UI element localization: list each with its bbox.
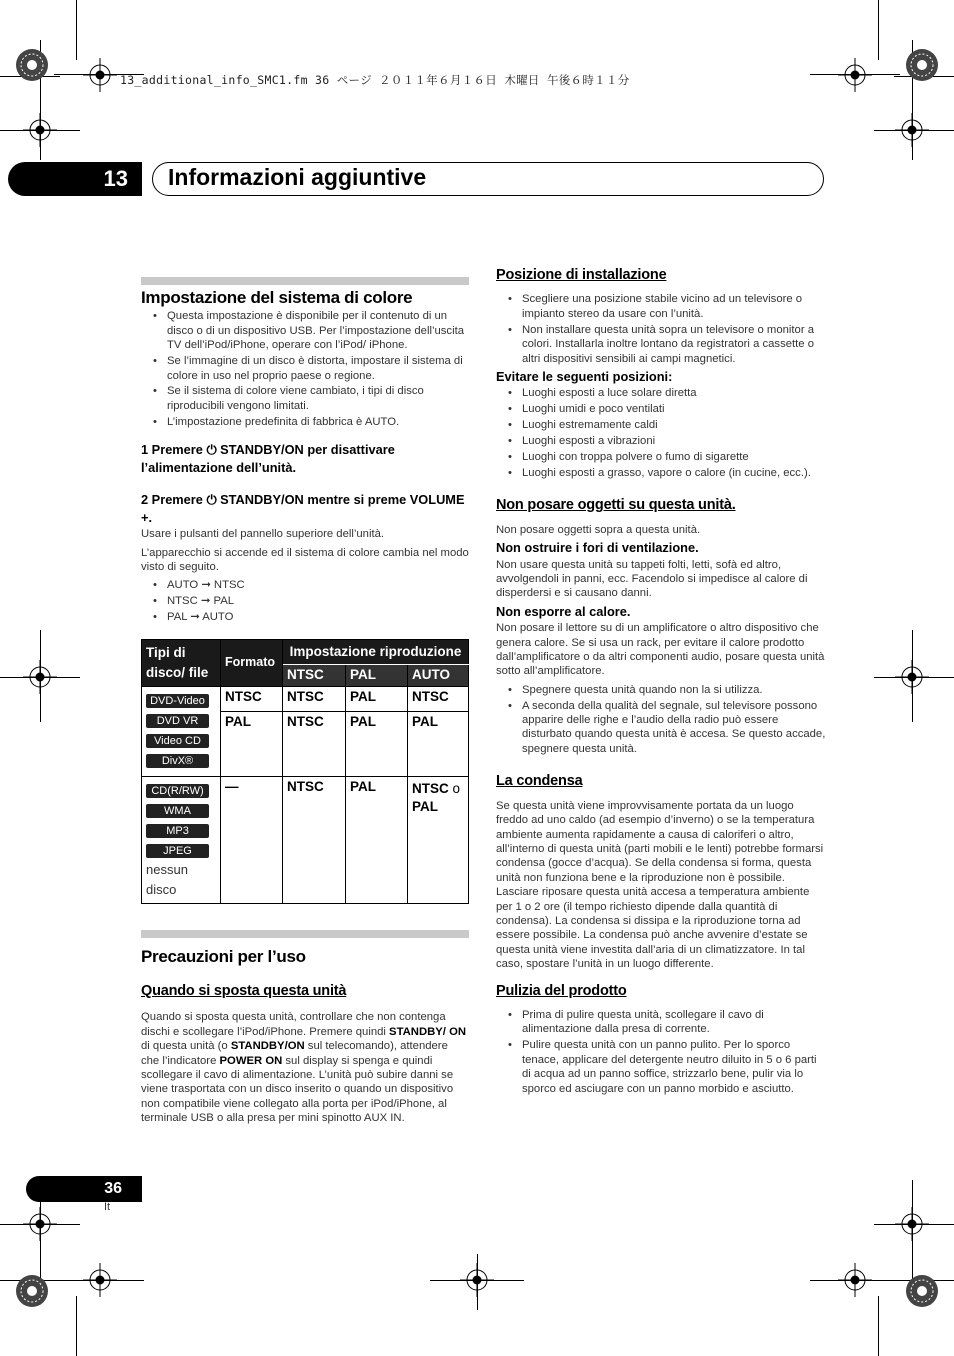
section-divider — [141, 277, 469, 285]
table-header: PAL — [346, 664, 408, 686]
chapter-title: Informazioni aggiuntive — [168, 164, 427, 190]
cell-value: NTSC — [412, 780, 449, 796]
heat-title: Non esporre al calore. — [496, 603, 631, 619]
table-cell: NTSC — [283, 776, 346, 903]
text-run: sul display si spenga e quindi scollegare il cavo di alimentazione. L’unità può subire danni se viene trasportata con un disco inserito o quando un dispositivo non compatibile viene collegato alla porta per iPod/iPhone, al terminale USB o alla presa per mini spinotto AUX IN. — [141, 1054, 454, 1125]
disc-badge: Video CD — [146, 734, 209, 748]
list-item: • Luoghi esposti a luce solare diretta — [522, 386, 826, 400]
table-header: NTSC — [283, 664, 346, 686]
file-header: 13_additional_info_SMC1.fm 36 ページ ２０１１年６月１６日 木曜日 午後６時１１分 — [120, 73, 630, 87]
registration-mark-icon — [460, 1263, 494, 1297]
position-bullets — [496, 292, 826, 366]
step-2-desc: L’apparecchio si accende ed il sistema di colore cambia nel modo visto di seguito. — [141, 546, 469, 573]
table-cell: NTSC — [221, 686, 283, 711]
list-item: • Questa impostazione è disponibile per il contenuto di un disco o di un dispositivo USB. Per l’impostazione dell’uscita TV dell’iPod/iPhone, operare con l’iPod/ iPhone. — [167, 309, 469, 352]
no-objects-paragraph: Non posare oggetti sopra a questa unità. — [496, 523, 701, 536]
starburst-mark-icon — [15, 1274, 49, 1308]
text-run: di questa unità (o — [141, 1040, 231, 1053]
table-header: Impostazione riproduzione — [283, 639, 469, 664]
table-cell — [408, 776, 469, 903]
ventilation-paragraph: Non usare questa unità su tappeti folti, letti, sofà ed altro, avvolgendoli in panni, ecc. Facendolo si impedisce al calore di disperdersi e si causano danni. — [496, 558, 808, 600]
list-item: • Luoghi esposti a vibrazioni — [522, 434, 826, 448]
page-number: 36 — [26, 1176, 142, 1202]
registration-mark-icon — [838, 1263, 872, 1297]
color-system-bullets — [141, 309, 469, 429]
text-run-bold: POWER ON — [219, 1054, 283, 1067]
table-cell: — — [221, 776, 283, 903]
table-cell: PAL — [346, 776, 408, 903]
list-item: • Luoghi umidi e poco ventilati — [522, 402, 826, 416]
chapter-number: 13 — [8, 162, 142, 196]
no-disc-label: nessun disco — [146, 861, 188, 897]
subsection-title-condensation: La condensa — [496, 773, 583, 790]
list-item: • Prima di pulire questa unità, scollegare il cavo di alimentazione dalla presa di corrente. — [522, 1008, 826, 1037]
starburst-mark-icon — [15, 48, 49, 82]
list-item: • Luoghi con troppa polvere o fumo di sigarette — [522, 450, 826, 464]
table-header: Tipi di disco/ file — [142, 639, 221, 686]
subsection-title-no-objects: Non posare oggetti su questa unità. — [496, 497, 736, 514]
list-item: • Spegnere questa unità quando non la si utilizza. — [522, 683, 826, 697]
registration-mark-icon — [895, 660, 929, 694]
heat-bullets — [496, 683, 826, 757]
disc-type-cell — [142, 776, 221, 903]
subsection-title-cleaning: Pulizia del prodotto — [496, 982, 627, 999]
disc-badge: JPEG — [146, 844, 209, 858]
disc-type-cell — [142, 686, 221, 776]
table-cell: NTSC — [283, 686, 346, 711]
table-cell: PAL — [221, 711, 283, 776]
list-item: • AUTO ➞ NTSC — [167, 578, 469, 592]
left-column — [141, 277, 469, 1132]
registration-mark-icon — [838, 58, 872, 92]
disc-badge: DivX® — [146, 754, 209, 768]
text-run: Quando si sposta questa unità, controllare che non contenga dischi e scollegare l’iPod/iPhone. Premere quindi — [141, 1011, 446, 1038]
moving-paragraph — [141, 1010, 469, 1125]
list-item: • Non installare questa unità sopra un televisore o monitor a colori. Installarla inoltre lontano da registratori a cassette o altri dispositivi sensibili ai campi magnetici. — [522, 323, 826, 366]
registration-mark-icon — [83, 1263, 117, 1297]
starburst-mark-icon — [905, 1274, 939, 1308]
starburst-mark-icon — [905, 48, 939, 82]
disc-badge: CD(R/RW) — [146, 784, 209, 798]
registration-mark-icon — [23, 113, 57, 147]
registration-mark-icon — [895, 1207, 929, 1241]
section-divider — [141, 930, 469, 938]
registration-mark-icon — [895, 113, 929, 147]
condensation-paragraph: Se questa unità viene improvvisamente portata da un luogo freddo ad uno caldo (ad esempio d’inverno) o se la temperatura ambiente aumenta rapidamente a causa di caloriferi o altro, all’interno di questa unità (parti mobili e le lenti) potrebbe formarsi condensa (gocce d’acqua). Se della condensa si forma, questa unità non funziona bene e la riproduzione non è possibile. Lasciare riposare questa unità accesa a temperatura ambiente per 1 o 2 ore (il tempo richiesto dipende dalla quantità di condensa). La condensa si dissipa e la riproduzione torna ad essere possibile. La condensa può anche avvenire d’estate se questa unità viene investita dall’aria di un climatizzatore. In tal caso, spostare l’unità in un luogo differente. — [496, 799, 824, 971]
list-item: • A seconda della qualità del segnale, sul televisore possono apparire delle righe e l’audio della radio può essere disturbato quando questa unità è accesa. Se questo accade, spegnere questa unità. — [522, 699, 826, 757]
disc-badge: MP3 — [146, 824, 209, 838]
list-item: • Luoghi esposti a grasso, vapore o calore (in cucine, ecc.). — [522, 466, 826, 480]
list-item: • L’impostazione predefinita di fabbrica è AUTO. — [167, 415, 469, 429]
step-2-note: Usare i pulsanti del pannello superiore dell’unità. — [141, 528, 385, 541]
table-cell: NTSC — [283, 711, 346, 776]
text-run: sul telecomando), attendere che l’indicatore — [141, 1040, 448, 1067]
list-item: • Luoghi estremamente caldi — [522, 418, 826, 432]
list-item: • Se il sistema di colore viene cambiato, i tipi di disco riproducibili vengono limitati. — [167, 384, 469, 413]
registration-mark-icon — [23, 660, 57, 694]
section-title-precautions: Precauzioni per l’uso — [141, 946, 306, 966]
list-item: • Pulire questa unità con un panno pulito. Per lo sporco tenace, applicare del detergente neutro diluito in 5 o 6 parti di acqua ad un panno soffice, strizzarlo bene, pulir via lo sporco ed asciugare con un panno morbido e asciutto. — [522, 1038, 826, 1096]
table-row — [142, 776, 469, 903]
registration-mark-icon — [83, 58, 117, 92]
list-item: • PAL ➞ AUTO — [167, 610, 469, 624]
registration-mark-icon — [23, 1207, 57, 1241]
list-item: • Scegliere una posizione stabile vicino ad un televisore o impianto stereo da usare con l’unità. — [522, 292, 826, 321]
disc-badge: DVD VR — [146, 714, 209, 728]
list-item: • Se l’immagine di un disco è distorta, impostare il sistema di colore in uso nel proprio paese o regione. — [167, 354, 469, 383]
cell-connector: o — [448, 780, 461, 796]
table-header: Formato — [221, 639, 283, 686]
cleaning-bullets — [496, 1008, 826, 1096]
step-2: 2 Premere ⏻ STANDBY/ON mentre si preme VOLUME +. — [141, 492, 465, 526]
heat-paragraph: Non posare il lettore su di un amplificatore o altro dispositivo che genera calore. Se si usa un rack, per evitare il calore prodotto dall’amplificatore o da altri componenti audio, posare questa unità sotto all’amplificatore. — [496, 622, 825, 678]
section-title-color-system: Impostazione del sistema di colore — [141, 288, 413, 307]
subsection-title-position: Posizione di installazione — [496, 267, 667, 283]
cell-value: PAL — [412, 798, 438, 814]
disc-badge: WMA — [146, 804, 209, 818]
ventilation-title: Non ostruire i fori di ventilazione. — [496, 540, 699, 556]
table-header: AUTO — [408, 664, 469, 686]
table-cell: PAL — [346, 711, 408, 776]
text-run-bold: STANDBY/ON — [230, 1040, 305, 1053]
table-cell: PAL — [346, 686, 408, 711]
list-item: • NTSC ➞ PAL — [167, 594, 469, 608]
right-column — [496, 268, 826, 1097]
avoid-title: Evitare le seguenti posizioni: — [496, 368, 673, 384]
text-run-bold: STANDBY/ ON — [389, 1025, 467, 1038]
avoid-bullets — [496, 386, 826, 480]
table-cell: PAL — [408, 711, 469, 776]
step-1: 1 Premere ⏻ STANDBY/ON per disattivare l’alimentazione dell’unità. — [141, 442, 395, 476]
table-cell: NTSC — [408, 686, 469, 711]
table-row — [142, 686, 469, 711]
color-system-table — [141, 639, 469, 904]
language-code: It — [104, 1201, 111, 1213]
disc-badge: DVD-Video — [146, 694, 209, 708]
subsection-title-moving: Quando si sposta questa unità — [141, 983, 347, 999]
color-cycle-list — [141, 578, 469, 624]
